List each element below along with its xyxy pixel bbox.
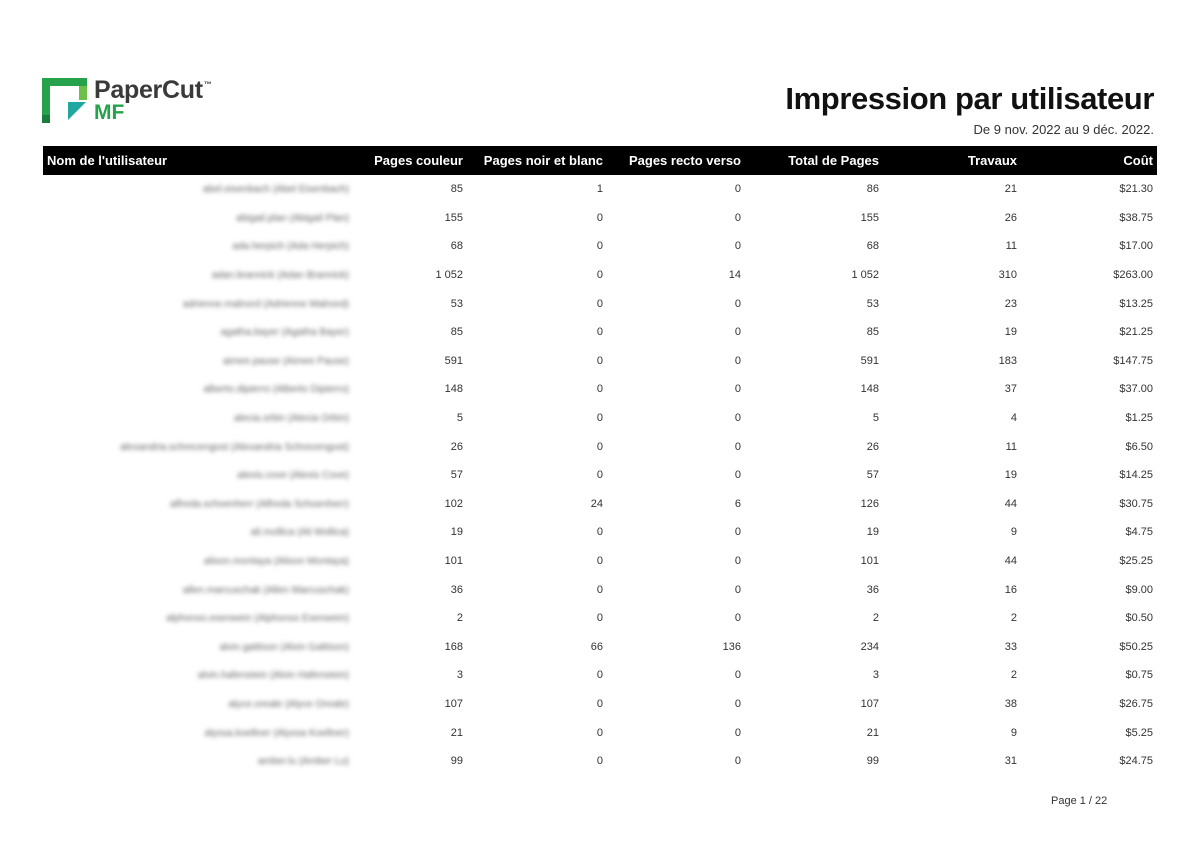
username-text: alyssa.koellner (Alyssa Koellner)	[204, 727, 349, 739]
username-cell	[43, 232, 353, 261]
table-row	[43, 461, 1157, 490]
duplex-pages-cell: 0	[734, 669, 741, 682]
color-pages-cell: 3	[456, 669, 463, 682]
table-row	[43, 490, 1157, 519]
total-pages-cell: 1 052	[851, 269, 879, 282]
total-pages-cell: 53	[866, 297, 879, 310]
cost-cell: $6.50	[1125, 440, 1153, 453]
username-text: alphonso.esenwein (Alphonso Esenwein)	[166, 613, 349, 625]
table-body	[43, 175, 1157, 775]
papercut-logo	[42, 78, 222, 128]
col-header-cost: Coût	[1021, 146, 1157, 175]
username-text: abel.eisenbach (Abel Eisenbach)	[202, 184, 349, 196]
table-row	[43, 432, 1157, 461]
jobs-cell: 4	[1010, 412, 1017, 425]
table-row	[43, 204, 1157, 233]
jobs-cell: 16	[1004, 583, 1017, 596]
brand-sub: MF	[94, 101, 125, 124]
username-cell	[43, 661, 353, 690]
total-pages-cell: 107	[860, 697, 879, 710]
duplex-pages-cell: 0	[734, 469, 741, 482]
bw-pages-cell: 0	[596, 469, 603, 482]
total-pages-cell: 21	[866, 726, 879, 739]
total-pages-cell: 101	[860, 555, 879, 568]
username-text: adrienne.malnord (Adrienne Malnord)	[182, 298, 349, 310]
table-row	[43, 518, 1157, 547]
duplex-pages-cell: 0	[734, 440, 741, 453]
total-pages-cell: 3	[872, 669, 879, 682]
table-row	[43, 604, 1157, 633]
username-text: alberto.dipierro (Alberto Dipierro)	[203, 384, 349, 396]
color-pages-cell: 155	[444, 211, 463, 224]
table-row	[43, 232, 1157, 261]
color-pages-cell: 19	[450, 526, 463, 539]
bw-pages-cell: 0	[596, 755, 603, 768]
bw-pages-cell: 0	[596, 383, 603, 396]
report-title: Impression par utilisateur	[785, 81, 1154, 116]
table-row	[43, 261, 1157, 290]
color-pages-cell: 2	[456, 612, 463, 625]
color-pages-cell: 85	[450, 183, 463, 196]
color-pages-cell: 36	[450, 583, 463, 596]
table-row	[43, 347, 1157, 376]
username-cell	[43, 318, 353, 347]
username-cell	[43, 518, 353, 547]
duplex-pages-cell: 0	[734, 583, 741, 596]
username-text: alyce.oreale (Alyce Oreale)	[228, 698, 349, 710]
username-text: alecia.orbin (Alecia Orbin)	[233, 413, 349, 425]
bw-pages-cell: 0	[596, 354, 603, 367]
jobs-cell: 19	[1004, 326, 1017, 339]
duplex-pages-cell: 0	[734, 211, 741, 224]
username-cell	[43, 347, 353, 376]
username-cell	[43, 375, 353, 404]
total-pages-cell: 148	[860, 383, 879, 396]
cost-cell: $1.25	[1125, 412, 1153, 425]
color-pages-cell: 26	[450, 440, 463, 453]
duplex-pages-cell: 0	[734, 326, 741, 339]
username-cell	[43, 432, 353, 461]
bw-pages-cell: 0	[596, 440, 603, 453]
username-cell	[43, 261, 353, 290]
bw-pages-cell: 66	[590, 640, 603, 653]
col-header-username: Nom de l'utilisateur	[43, 146, 353, 175]
total-pages-cell: 234	[860, 640, 879, 653]
cost-cell: $50.25	[1119, 640, 1153, 653]
jobs-cell: 23	[1004, 297, 1017, 310]
color-pages-cell: 85	[450, 326, 463, 339]
jobs-cell: 44	[1004, 555, 1017, 568]
color-pages-cell: 53	[450, 297, 463, 310]
table-row	[43, 633, 1157, 662]
color-pages-cell: 1 052	[435, 269, 463, 282]
bw-pages-cell: 0	[596, 583, 603, 596]
cost-cell: $9.00	[1125, 583, 1153, 596]
username-cell	[43, 175, 353, 204]
username-cell	[43, 633, 353, 662]
total-pages-cell: 57	[866, 469, 879, 482]
username-cell	[43, 289, 353, 318]
duplex-pages-cell: 0	[734, 612, 741, 625]
jobs-cell: 310	[998, 269, 1017, 282]
jobs-cell: 9	[1010, 726, 1017, 739]
bw-pages-cell: 0	[596, 612, 603, 625]
table-row	[43, 175, 1157, 204]
table-header-row	[43, 146, 1157, 175]
username-text: alfreda.schoenherr (Alfreda Schoenherr)	[170, 498, 349, 510]
total-pages-cell: 99	[866, 755, 879, 768]
jobs-cell: 21	[1004, 183, 1017, 196]
duplex-pages-cell: 0	[734, 412, 741, 425]
username-cell	[43, 461, 353, 490]
username-cell	[43, 404, 353, 433]
username-text: agatha.bayer (Agatha Bayer)	[220, 327, 349, 339]
cost-cell: $21.30	[1119, 183, 1153, 196]
bw-pages-cell: 0	[596, 412, 603, 425]
duplex-pages-cell: 0	[734, 755, 741, 768]
cost-cell: $0.75	[1125, 669, 1153, 682]
duplex-pages-cell: 0	[734, 697, 741, 710]
table-row	[43, 747, 1157, 776]
jobs-cell: 31	[1004, 755, 1017, 768]
username-text: adan.brannick (Adan Brannick)	[211, 270, 349, 282]
color-pages-cell: 21	[450, 726, 463, 739]
table-row	[43, 375, 1157, 404]
cost-cell: $14.25	[1119, 469, 1153, 482]
username-text: alexandria.schrecengost (Alexandria Schrecengost)	[119, 441, 349, 453]
duplex-pages-cell: 0	[734, 526, 741, 539]
bw-pages-cell: 0	[596, 669, 603, 682]
bw-pages-cell: 1	[596, 183, 603, 196]
username-cell	[43, 490, 353, 519]
cost-cell: $147.75	[1113, 354, 1153, 367]
bw-pages-cell: 0	[596, 269, 603, 282]
brand-name: PaperCut™	[94, 76, 212, 104]
total-pages-cell: 26	[866, 440, 879, 453]
duplex-pages-cell: 0	[734, 183, 741, 196]
username-text: ali.mollica (Ali Mollica)	[250, 527, 349, 539]
cost-cell: $30.75	[1119, 497, 1153, 510]
total-pages-cell: 68	[866, 240, 879, 253]
color-pages-cell: 99	[450, 755, 463, 768]
color-pages-cell: 5	[456, 412, 463, 425]
duplex-pages-cell: 0	[734, 297, 741, 310]
username-cell	[43, 575, 353, 604]
jobs-cell: 26	[1004, 211, 1017, 224]
jobs-cell: 44	[1004, 497, 1017, 510]
bw-pages-cell: 0	[596, 526, 603, 539]
bw-pages-cell: 0	[596, 326, 603, 339]
table-row	[43, 690, 1157, 719]
jobs-cell: 2	[1010, 669, 1017, 682]
jobs-cell: 38	[1004, 697, 1017, 710]
table-row	[43, 318, 1157, 347]
total-pages-cell: 5	[872, 412, 879, 425]
jobs-cell: 19	[1004, 469, 1017, 482]
cost-cell: $13.25	[1119, 297, 1153, 310]
username-cell	[43, 204, 353, 233]
cost-cell: $26.75	[1119, 697, 1153, 710]
duplex-pages-cell: 0	[734, 555, 741, 568]
bw-pages-cell: 0	[596, 297, 603, 310]
duplex-pages-cell: 136	[722, 640, 741, 653]
jobs-cell: 37	[1004, 383, 1017, 396]
col-header-total-pages: Total de Pages	[745, 146, 883, 175]
username-text: allen.marcuschak (Allen Marcuschak)	[182, 584, 349, 596]
duplex-pages-cell: 0	[734, 383, 741, 396]
jobs-cell: 11	[1005, 240, 1017, 253]
username-cell	[43, 718, 353, 747]
table-row	[43, 718, 1157, 747]
total-pages-cell: 155	[860, 211, 879, 224]
bw-pages-cell: 24	[590, 497, 603, 510]
bw-pages-cell: 0	[596, 211, 603, 224]
color-pages-cell: 168	[444, 640, 463, 653]
username-text: alexis.cove (Alexis Cove)	[237, 470, 349, 482]
duplex-pages-cell: 0	[734, 354, 741, 367]
col-header-jobs: Travaux	[883, 146, 1021, 175]
color-pages-cell: 591	[444, 354, 463, 367]
username-text: alvin.gattison (Alvin Gattison)	[219, 641, 349, 653]
papercut-logo-icon	[42, 78, 87, 123]
color-pages-cell: 57	[450, 469, 463, 482]
username-text: alison.montaya (Alison Montaya)	[203, 556, 349, 568]
username-text: aimee.pause (Aimee Pause)	[222, 355, 349, 367]
table-row	[43, 404, 1157, 433]
cost-cell: $4.75	[1125, 526, 1153, 539]
jobs-cell: 183	[998, 354, 1017, 367]
username-text: alvin.hafenstein (Alvin Hafenstein)	[197, 670, 349, 682]
bw-pages-cell: 0	[596, 555, 603, 568]
cost-cell: $263.00	[1113, 269, 1153, 282]
username-text: amber.lu (Amber Lu)	[257, 756, 349, 768]
bw-pages-cell: 0	[596, 240, 603, 253]
color-pages-cell: 107	[444, 697, 463, 710]
col-header-duplex-pages: Pages recto verso	[607, 146, 745, 175]
total-pages-cell: 2	[872, 612, 879, 625]
col-header-color-pages: Pages couleur	[353, 146, 467, 175]
bw-pages-cell: 0	[596, 726, 603, 739]
brand-trademark: ™	[203, 80, 212, 89]
jobs-cell: 9	[1010, 526, 1017, 539]
jobs-cell: 11	[1005, 440, 1017, 453]
cost-cell: $25.25	[1119, 555, 1153, 568]
total-pages-cell: 591	[860, 354, 879, 367]
table-row	[43, 547, 1157, 576]
total-pages-cell: 19	[866, 526, 879, 539]
bw-pages-cell: 0	[596, 697, 603, 710]
username-text: abigail.plan (Abigail Plan)	[236, 212, 349, 224]
username-text: ada.herpich (Ada Herpich)	[232, 241, 349, 253]
duplex-pages-cell: 0	[734, 726, 741, 739]
report-table	[43, 146, 1157, 775]
table-row	[43, 661, 1157, 690]
username-cell	[43, 604, 353, 633]
duplex-pages-cell: 14	[728, 269, 741, 282]
color-pages-cell: 148	[444, 383, 463, 396]
username-cell	[43, 547, 353, 576]
page-number: Page 1 / 22	[1051, 795, 1108, 807]
color-pages-cell: 68	[450, 240, 463, 253]
cost-cell: $0.50	[1125, 612, 1153, 625]
total-pages-cell: 36	[866, 583, 879, 596]
cost-cell: $5.25	[1125, 726, 1153, 739]
color-pages-cell: 101	[444, 555, 463, 568]
duplex-pages-cell: 0	[734, 240, 741, 253]
table-row	[43, 289, 1157, 318]
cost-cell: $38.75	[1119, 211, 1153, 224]
color-pages-cell: 102	[444, 497, 463, 510]
cost-cell: $37.00	[1119, 383, 1153, 396]
total-pages-cell: 126	[860, 497, 879, 510]
duplex-pages-cell: 6	[734, 497, 741, 510]
username-cell	[43, 747, 353, 776]
jobs-cell: 33	[1004, 640, 1017, 653]
total-pages-cell: 85	[866, 326, 879, 339]
report-date-range: De 9 nov. 2022 au 9 déc. 2022.	[973, 122, 1154, 137]
table-row	[43, 575, 1157, 604]
total-pages-cell: 86	[866, 183, 879, 196]
username-cell	[43, 690, 353, 719]
cost-cell: $21.25	[1119, 326, 1153, 339]
jobs-cell: 2	[1010, 612, 1017, 625]
col-header-bw-pages: Pages noir et blanc	[467, 146, 607, 175]
cost-cell: $24.75	[1119, 755, 1153, 768]
cost-cell: $17.00	[1119, 240, 1153, 253]
